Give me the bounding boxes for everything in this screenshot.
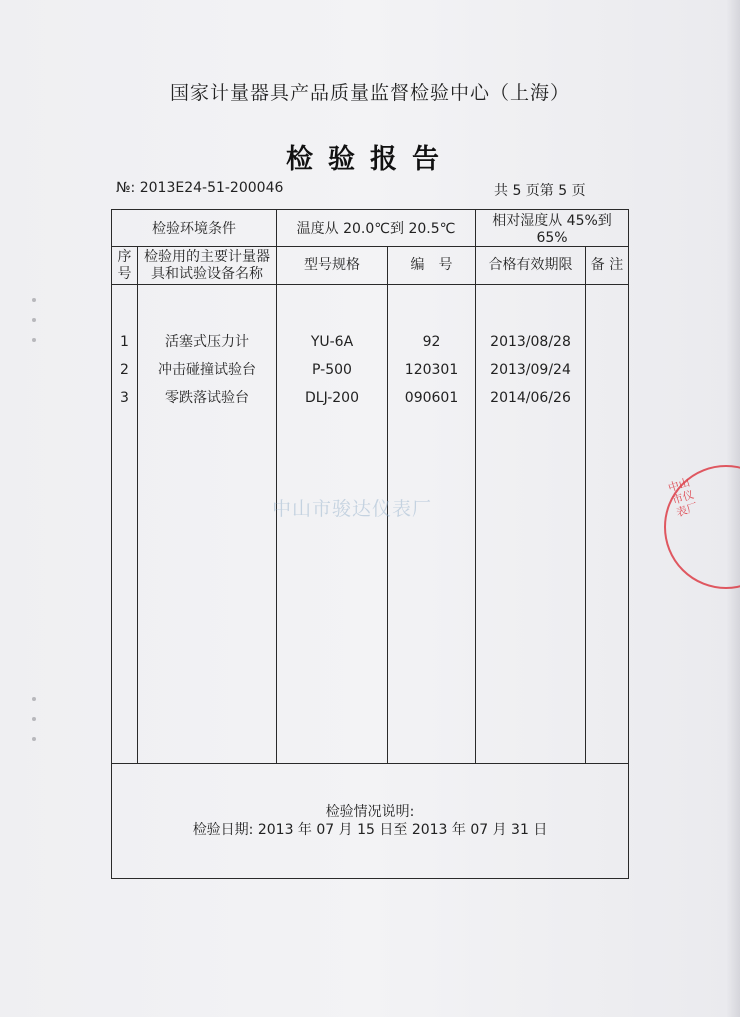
table-cell: P-500 (312, 362, 352, 378)
punch-hole (32, 737, 36, 741)
table-cell: 2014/06/26 (490, 390, 571, 406)
table-cell: 零跌落试验台 (165, 390, 249, 406)
equipment-name-column (138, 285, 277, 764)
table-cell: 2013/09/24 (490, 362, 571, 378)
table-cell: 92 (422, 334, 441, 350)
column-header-seq (112, 247, 138, 285)
temperature-range: 温度从 20.0℃到 20.5℃ (277, 210, 476, 247)
watermark-text: 中山市骏达仪表厂 (272, 498, 433, 520)
table-cell: 120301 (404, 362, 459, 378)
environment-row (112, 210, 629, 247)
column-header-number: 编 号 (388, 247, 476, 285)
column-header-model: 型号规格 (277, 247, 388, 285)
table-cell: YU-6A (310, 334, 354, 350)
inspection-date: 检验日期: 2013 年 07 月 15 日至 2013 年 07 月 31 日 (192, 822, 548, 838)
column-header-equipment (138, 247, 277, 285)
number-column (388, 285, 476, 764)
remarks-column (586, 285, 629, 764)
notes-row (112, 764, 629, 879)
document-title: 检验报告 (286, 144, 454, 175)
report-number: №: 2013E24-51-200046 (116, 180, 284, 196)
model-column (277, 285, 388, 764)
table-cell: 2 (120, 362, 129, 378)
page-count: 共 5 页第 5 页 (494, 183, 586, 199)
table-cell: DLJ-200 (305, 390, 359, 406)
table-cell: 活塞式压力计 (165, 334, 249, 350)
table-cell: 冲击碰撞试验台 (158, 362, 256, 378)
seal-text: 中山市仪表厂 (666, 475, 700, 520)
humidity-range: 相对湿度从 45%到 65% (476, 210, 629, 247)
organization-title: 国家计量器具产品质量监督检验中心（上海） (169, 82, 570, 104)
table-cell: 090601 (404, 390, 459, 406)
column-header-equipment-text: 检验用的主要计量器 具和试验设备名称 (144, 248, 270, 282)
punch-hole (32, 717, 36, 721)
punch-hole (32, 697, 36, 701)
explanation-label: 检验情况说明: (325, 804, 415, 820)
column-header-row (112, 247, 629, 285)
environment-label: 检验环境条件 (112, 210, 277, 247)
validity-column (476, 285, 586, 764)
notes-cell (112, 764, 629, 879)
equipment-body-row (112, 285, 629, 764)
punch-hole (32, 338, 36, 342)
column-header-seq-text: 序 号 (117, 248, 132, 282)
seq-column (112, 285, 138, 764)
column-header-remarks: 备 注 (586, 247, 629, 285)
table-cell: 2013/08/28 (490, 334, 571, 350)
equipment-table (111, 209, 629, 879)
table-cell: 3 (120, 390, 129, 406)
punch-hole (32, 298, 36, 302)
table-cell: 1 (120, 334, 129, 350)
punch-hole (32, 318, 36, 322)
column-header-validity: 合格有效期限 (476, 247, 586, 285)
